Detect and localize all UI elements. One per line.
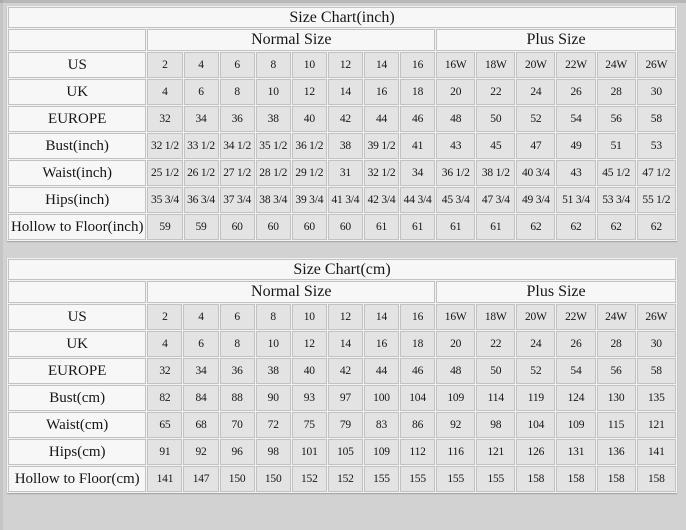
size-value-cell: 109: [364, 439, 399, 465]
size-value-cell: 34: [184, 106, 219, 132]
size-value-cell: 40: [292, 358, 327, 384]
size-chart-inch-table: [7, 6, 677, 241]
size-value-cell: 33 1/2: [184, 133, 219, 159]
size-value-cell: 54: [556, 358, 595, 384]
size-value-cell: 24W: [597, 304, 636, 330]
size-value-cell: 104: [516, 412, 555, 438]
size-value-cell: 44: [364, 106, 399, 132]
size-value-cell: 26 1/2: [184, 160, 219, 186]
size-value-cell: 41 3/4: [328, 187, 363, 213]
size-value-cell: 45: [476, 133, 515, 159]
size-value-cell: 72: [256, 412, 291, 438]
size-value-cell: 44: [364, 358, 399, 384]
size-value-cell: 12: [292, 331, 327, 357]
row-label: Hips(inch): [8, 187, 146, 213]
group-header-plus-size: Plus Size: [436, 281, 676, 303]
size-value-cell: 150: [256, 466, 291, 492]
size-value-cell: 32: [147, 106, 182, 132]
size-value-cell: 10: [256, 331, 291, 357]
size-value-cell: 98: [476, 412, 515, 438]
row-label: Hollow to Floor(inch): [8, 214, 146, 240]
size-value-cell: 4: [184, 52, 219, 78]
size-value-cell: 60: [220, 214, 255, 240]
size-value-cell: 34: [183, 358, 218, 384]
size-value-cell: 2: [147, 52, 182, 78]
size-value-cell: 40 3/4: [516, 160, 555, 186]
size-value-cell: 18: [400, 331, 435, 357]
size-value-cell: 124: [556, 385, 595, 411]
table-row: [8, 439, 676, 465]
size-value-cell: 155: [476, 466, 515, 492]
size-value-cell: 27 1/2: [220, 160, 255, 186]
size-value-cell: 86: [400, 412, 435, 438]
size-value-cell: 84: [183, 385, 218, 411]
group-header-row: [8, 29, 676, 51]
size-value-cell: 135: [637, 385, 676, 411]
size-value-cell: 93: [292, 385, 327, 411]
size-value-cell: 14: [328, 79, 363, 105]
size-value-cell: 36 1/2: [292, 133, 327, 159]
size-value-cell: 12: [292, 79, 327, 105]
size-value-cell: 46: [400, 358, 435, 384]
size-value-cell: 14: [364, 52, 399, 78]
size-value-cell: 88: [220, 385, 255, 411]
size-value-cell: 26W: [637, 304, 676, 330]
size-value-cell: 32 1/2: [147, 133, 182, 159]
size-value-cell: 155: [400, 466, 435, 492]
size-value-cell: 56: [597, 106, 636, 132]
size-value-cell: 48: [436, 106, 475, 132]
size-value-cell: 68: [183, 412, 218, 438]
size-value-cell: 96: [220, 439, 255, 465]
size-value-cell: 56: [597, 358, 636, 384]
size-value-cell: 29 1/2: [292, 160, 327, 186]
size-value-cell: 38 3/4: [256, 187, 291, 213]
row-label: EUROPE: [8, 358, 146, 384]
size-value-cell: 20: [436, 79, 475, 105]
size-value-cell: 97: [328, 385, 363, 411]
size-value-cell: 158: [597, 466, 636, 492]
size-value-cell: 38: [256, 358, 291, 384]
table-row: [8, 133, 676, 159]
size-value-cell: 91: [147, 439, 182, 465]
size-value-cell: 8: [220, 331, 255, 357]
size-value-cell: 18W: [476, 304, 515, 330]
size-value-cell: 37 3/4: [220, 187, 255, 213]
size-value-cell: 6: [184, 79, 219, 105]
size-value-cell: 109: [556, 412, 595, 438]
size-value-cell: 158: [516, 466, 555, 492]
size-value-cell: 26: [556, 331, 595, 357]
size-value-cell: 31: [328, 160, 363, 186]
size-value-cell: 114: [476, 385, 515, 411]
size-value-cell: 24: [516, 79, 555, 105]
row-label: US: [8, 304, 146, 330]
size-value-cell: 12: [328, 304, 363, 330]
size-value-cell: 119: [516, 385, 555, 411]
size-value-cell: 59: [147, 214, 182, 240]
size-value-cell: 25 1/2: [147, 160, 182, 186]
size-value-cell: 92: [436, 412, 475, 438]
size-value-cell: 6: [220, 304, 255, 330]
table-row: [8, 385, 676, 411]
size-value-cell: 14: [364, 304, 399, 330]
size-value-cell: 98: [256, 439, 291, 465]
size-value-cell: 60: [292, 214, 327, 240]
size-value-cell: 141: [147, 466, 182, 492]
size-value-cell: 147: [183, 466, 218, 492]
size-value-cell: 41: [400, 133, 435, 159]
size-value-cell: 83: [364, 412, 399, 438]
row-label: US: [8, 52, 146, 78]
size-value-cell: 44 3/4: [400, 187, 435, 213]
size-value-cell: 38 1/2: [476, 160, 515, 186]
size-value-cell: 101: [292, 439, 327, 465]
table-row: [8, 214, 676, 240]
size-value-cell: 16: [364, 79, 399, 105]
group-header-row: [8, 281, 676, 303]
title-row: [8, 7, 676, 28]
size-value-cell: 22W: [556, 52, 595, 78]
size-value-cell: 51: [597, 133, 636, 159]
size-value-cell: 18W: [476, 52, 515, 78]
size-value-cell: 36 3/4: [184, 187, 219, 213]
table-title: Size Chart(cm): [8, 259, 676, 280]
size-value-cell: 22W: [556, 304, 595, 330]
size-value-cell: 26: [556, 79, 595, 105]
table-row: [8, 52, 676, 78]
size-value-cell: 24W: [597, 52, 636, 78]
size-value-cell: 16W: [436, 52, 475, 78]
size-value-cell: 92: [183, 439, 218, 465]
size-value-cell: 112: [400, 439, 435, 465]
size-value-cell: 8: [220, 79, 255, 105]
size-value-cell: 126: [516, 439, 555, 465]
size-value-cell: 150: [220, 466, 255, 492]
size-value-cell: 4: [147, 79, 182, 105]
title-row: [8, 259, 676, 280]
size-value-cell: 104: [400, 385, 435, 411]
table-row: [8, 79, 676, 105]
size-value-cell: 152: [328, 466, 363, 492]
size-value-cell: 30: [637, 331, 676, 357]
table-row: [8, 187, 676, 213]
size-value-cell: 48: [436, 358, 475, 384]
size-value-cell: 43: [436, 133, 475, 159]
size-value-cell: 82: [147, 385, 182, 411]
size-value-cell: 6: [183, 331, 218, 357]
size-chart-cm-section: [7, 258, 678, 493]
table-row: [8, 331, 676, 357]
size-value-cell: 10: [256, 79, 291, 105]
size-value-cell: 18: [400, 79, 435, 105]
size-value-cell: 42 3/4: [364, 187, 399, 213]
size-value-cell: 8: [256, 304, 291, 330]
table-title: Size Chart(inch): [8, 7, 676, 28]
size-value-cell: 35 1/2: [256, 133, 291, 159]
size-value-cell: 136: [597, 439, 636, 465]
size-value-cell: 36: [220, 358, 255, 384]
size-value-cell: 121: [637, 412, 676, 438]
size-value-cell: 59: [184, 214, 219, 240]
size-value-cell: 16: [364, 331, 399, 357]
size-value-cell: 36: [220, 106, 255, 132]
row-label: EUROPE: [8, 106, 146, 132]
row-label: Hips(cm): [8, 439, 146, 465]
size-value-cell: 43: [556, 160, 595, 186]
size-value-cell: 115: [597, 412, 636, 438]
size-value-cell: 28: [597, 331, 636, 357]
size-value-cell: 53 3/4: [597, 187, 636, 213]
size-chart-cm-table: [7, 258, 677, 493]
size-value-cell: 16W: [436, 304, 475, 330]
size-value-cell: 155: [364, 466, 399, 492]
size-value-cell: 51 3/4: [556, 187, 595, 213]
size-value-cell: 39 3/4: [292, 187, 327, 213]
size-value-cell: 6: [220, 52, 255, 78]
size-value-cell: 26W: [637, 52, 676, 78]
size-value-cell: 79: [328, 412, 363, 438]
size-value-cell: 16: [400, 304, 435, 330]
size-value-cell: 58: [637, 106, 676, 132]
size-value-cell: 61: [400, 214, 435, 240]
row-label: UK: [8, 79, 146, 105]
size-value-cell: 20W: [516, 304, 555, 330]
table-row: [8, 466, 676, 492]
size-value-cell: 62: [516, 214, 555, 240]
size-value-cell: 60: [328, 214, 363, 240]
group-header-normal-size: Normal Size: [147, 281, 435, 303]
size-value-cell: 131: [556, 439, 595, 465]
size-value-cell: 45 3/4: [436, 187, 475, 213]
size-value-cell: 70: [220, 412, 255, 438]
size-value-cell: 52: [516, 358, 555, 384]
size-value-cell: 42: [328, 106, 363, 132]
size-value-cell: 10: [292, 52, 327, 78]
row-label: Bust(cm): [8, 385, 146, 411]
size-value-cell: 90: [256, 385, 291, 411]
size-value-cell: 8: [256, 52, 291, 78]
size-value-cell: 49 3/4: [516, 187, 555, 213]
size-value-cell: 20W: [516, 52, 555, 78]
size-value-cell: 49: [556, 133, 595, 159]
size-value-cell: 75: [292, 412, 327, 438]
size-value-cell: 53: [637, 133, 676, 159]
size-value-cell: 32 1/2: [364, 160, 399, 186]
size-value-cell: 47 3/4: [476, 187, 515, 213]
size-value-cell: 12: [328, 52, 363, 78]
size-value-cell: 34: [400, 160, 435, 186]
group-header-plus-size: Plus Size: [436, 29, 676, 51]
size-value-cell: 52: [516, 106, 555, 132]
row-label: Bust(inch): [8, 133, 146, 159]
row-label: UK: [8, 331, 146, 357]
size-value-cell: 38: [328, 133, 363, 159]
size-value-cell: 34 1/2: [220, 133, 255, 159]
table-row: [8, 304, 676, 330]
size-chart-inch-section: [7, 6, 678, 241]
size-value-cell: 32: [147, 358, 182, 384]
size-value-cell: 105: [328, 439, 363, 465]
size-value-cell: 28 1/2: [256, 160, 291, 186]
row-label: Hollow to Floor(cm): [8, 466, 146, 492]
size-value-cell: 61: [364, 214, 399, 240]
row-label: Waist(cm): [8, 412, 146, 438]
size-value-cell: 100: [364, 385, 399, 411]
size-value-cell: 62: [556, 214, 595, 240]
size-value-cell: 40: [292, 106, 327, 132]
size-value-cell: 2: [147, 304, 182, 330]
size-value-cell: 36 1/2: [436, 160, 475, 186]
size-value-cell: 39 1/2: [364, 133, 399, 159]
size-value-cell: 30: [637, 79, 676, 105]
size-value-cell: 4: [147, 331, 182, 357]
size-value-cell: 116: [436, 439, 475, 465]
size-value-cell: 10: [292, 304, 327, 330]
size-value-cell: 54: [556, 106, 595, 132]
size-value-cell: 155: [436, 466, 475, 492]
size-value-cell: 60: [256, 214, 291, 240]
size-value-cell: 22: [476, 79, 515, 105]
size-value-cell: 50: [476, 358, 515, 384]
corner-cell: [8, 281, 146, 303]
size-value-cell: 47: [516, 133, 555, 159]
size-value-cell: 22: [476, 331, 515, 357]
size-value-cell: 121: [476, 439, 515, 465]
size-value-cell: 58: [637, 358, 676, 384]
table-row: [8, 412, 676, 438]
size-value-cell: 35 3/4: [147, 187, 182, 213]
corner-cell: [8, 29, 146, 51]
size-value-cell: 42: [328, 358, 363, 384]
table-row: [8, 160, 676, 186]
size-value-cell: 55 1/2: [637, 187, 676, 213]
size-value-cell: 158: [556, 466, 595, 492]
size-value-cell: 130: [597, 385, 636, 411]
size-value-cell: 14: [328, 331, 363, 357]
size-value-cell: 20: [436, 331, 475, 357]
table-row: [8, 106, 676, 132]
size-value-cell: 141: [637, 439, 676, 465]
size-value-cell: 152: [292, 466, 327, 492]
size-value-cell: 61: [436, 214, 475, 240]
size-value-cell: 109: [436, 385, 475, 411]
row-label: Waist(inch): [8, 160, 146, 186]
size-value-cell: 24: [516, 331, 555, 357]
size-value-cell: 61: [476, 214, 515, 240]
size-value-cell: 38: [256, 106, 291, 132]
size-value-cell: 62: [637, 214, 676, 240]
size-value-cell: 16: [400, 52, 435, 78]
size-value-cell: 65: [147, 412, 182, 438]
size-value-cell: 47 1/2: [637, 160, 676, 186]
size-value-cell: 4: [183, 304, 218, 330]
size-value-cell: 46: [400, 106, 435, 132]
size-value-cell: 50: [476, 106, 515, 132]
table-row: [8, 358, 676, 384]
size-value-cell: 28: [597, 79, 636, 105]
size-value-cell: 158: [637, 466, 676, 492]
size-value-cell: 45 1/2: [597, 160, 636, 186]
group-header-normal-size: Normal Size: [147, 29, 435, 51]
size-value-cell: 62: [597, 214, 636, 240]
